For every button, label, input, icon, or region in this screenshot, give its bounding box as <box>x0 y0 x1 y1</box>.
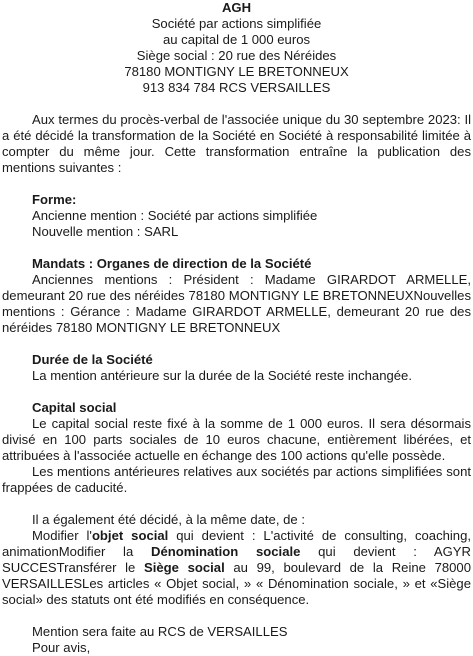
forme-old: Ancienne mention : Société par actions simplifiée <box>32 208 318 223</box>
company-rcs: 913 834 784 RCS VERSAILLES <box>142 80 331 95</box>
decisions-paragraph <box>2 528 471 608</box>
company-form: Société par actions simplifiée <box>151 16 322 31</box>
forme-heading: Forme: <box>32 192 77 207</box>
company-seat: Siège social : 20 rue des Néréides <box>136 48 337 63</box>
mandats-heading: Mandats : Organes de direction de la Société <box>32 256 312 271</box>
capital-text-2: Les mentions antérieures relatives aux sociétés par actions simplifiées sont frappées de caducité. <box>2 464 471 495</box>
decisions-denom: qui devient : AGYR SUCCESTransférer le <box>2 544 471 575</box>
company-name: AGH <box>221 0 252 15</box>
company-city: 78180 MONTIGNY LE BRETONNEUX <box>124 64 349 79</box>
mandats-text: Anciennes mentions : Président : Madame GIRARDOT ARMELLE, demeurant 20 rue des néréides 78180 MONTIGNY LE BRETONNEUXNouvelles mentions : Gérance : Madame GIRARDOT ARMELLE, demeurant 20 rue des néréides 78180 MONTIGNY LE BRETONNEUX <box>2 272 471 335</box>
intro-paragraph: Aux termes du procès-verbal de l'associée unique du 30 septembre 2023: Il a été décidé la transformation de la Société en Société à responsabilité limitée à compter du même jour. Cette transformation entraîne la publication des mentions suivantes : <box>2 112 471 175</box>
forme-new: Nouvelle mention : SARL <box>32 224 179 239</box>
duree-text: La mention antérieure sur la durée de la Société reste inchangée. <box>32 368 412 383</box>
closing-sign: Pour avis, <box>32 640 91 655</box>
capital-text-1: Le capital social reste fixé à la somme de 1 000 euros. Il sera désormais divisé en 100 parts sociales de 10 euros chacune, entièrement libérées, et attribuées à l'associée actuelle en échange des 100 actions qu'elle possède. <box>2 416 471 463</box>
decisions-siege: au 99, boulevard de la Reine 78000 VERSAILLESLes articles « Objet social, » « Dénomination sociale, » et «Siège social» des statuts ont été modifiés en conséquence. <box>2 560 471 607</box>
denomination-label: Dénomination sociale <box>150 544 301 559</box>
decisions-intro: Il a également été décidé, à la même date, de : <box>32 512 305 527</box>
closing-mention: Mention sera faite au RCS de VERSAILLES <box>32 624 288 639</box>
objet-social-label: objet social <box>91 528 169 543</box>
company-header <box>2 0 471 96</box>
duree-heading: Durée de la Société <box>32 352 153 367</box>
siege-social-label: Siège social <box>144 560 225 575</box>
decisions-objet: qui devient : L'activité de consulting, coaching, animationModifier la <box>2 528 472 559</box>
capital-heading: Capital social <box>32 400 117 415</box>
decisions-modify: Modifier l' <box>32 528 92 543</box>
company-capital: au capital de 1 000 euros <box>162 32 311 47</box>
